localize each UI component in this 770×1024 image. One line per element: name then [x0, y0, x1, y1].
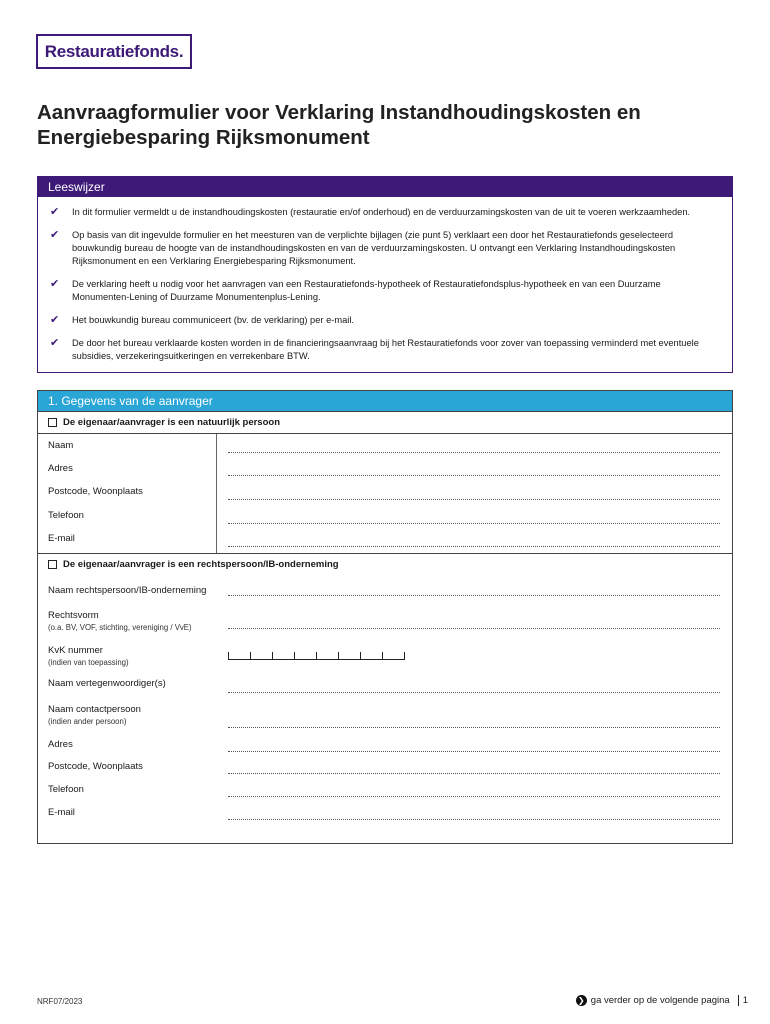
- rechtsvorm-input-line[interactable]: [228, 628, 720, 629]
- checkmark-icon: ✔: [50, 337, 60, 349]
- email-input-line[interactable]: [228, 546, 720, 547]
- contactpersoon-input-line[interactable]: [228, 727, 720, 728]
- checkmark-icon: ✔: [50, 229, 60, 241]
- arrow-right-icon: ❯: [576, 995, 587, 1006]
- kvk-number-boxes[interactable]: [228, 652, 405, 660]
- reading-guide-box: [37, 176, 733, 373]
- reading-guide-list: [38, 197, 732, 363]
- email-2-input-line[interactable]: [228, 819, 720, 820]
- checkmark-icon: ✔: [50, 314, 60, 326]
- natural-person-fields: Naam Adres Postcode, Woonplaats Telefoon E-mail: [38, 433, 732, 553]
- form-code: NRF07/2023: [37, 997, 83, 1006]
- checkmark-icon: ✔: [50, 278, 60, 290]
- section-applicant: [37, 390, 733, 844]
- legal-person-checkbox[interactable]: [48, 560, 57, 569]
- section-applicant-heading: 1. Gegevens van de aanvrager: [38, 391, 732, 411]
- continue-next-page: ❯ ga verder op de volgende pagina 1: [576, 995, 748, 1006]
- column-divider: [216, 434, 217, 553]
- page-title: Aanvraagformulier voor Verklaring Instandhoudingskosten en Energiebesparing Rijksmonument: [37, 101, 641, 149]
- list-item: ✔ Op basis van dit ingevulde formulier en het meesturen van de verplichte bijlagen (zie punt 5) verklaart een door het Restauratiefonds geselecteerd bouwkundig bureau de hoogte van de instandhoudingskosten en van de verduurzamingskosten. U ontvangt een Verklaring Instandhoudingskosten Rijksmonument en een Verklaring Energiebesparing Rijksmonument.: [50, 229, 676, 266]
- list-item: ✔ Het bouwkundig bureau communiceert (bv. de verklaring) per e-mail.: [50, 314, 354, 326]
- telefoon-2-input-line[interactable]: [228, 796, 720, 797]
- reading-guide-heading: Leeswijzer: [38, 177, 732, 197]
- adres-2-input-line[interactable]: [228, 751, 720, 752]
- legal-person-fields: Naam rechtspersoon/IB-onderneming Rechtsvorm (o.a. BV, VOF, stichting, vereniging / VvE) KvK nummer (indien van toepassing) Naam vertegenwoordiger(s) Naam contactpersoon (indien ander persoon) Adres Postcode, Woonplaats Telefoon E-mail: [38, 575, 732, 841]
- natural-person-option[interactable]: De eigenaar/aanvrager is een natuurlijk persoon: [38, 411, 732, 433]
- restauratiefonds-logo: Restauratiefonds.: [36, 34, 192, 69]
- postcode-input-line[interactable]: [228, 499, 720, 500]
- vertegenwoordiger-input-line[interactable]: [228, 692, 720, 693]
- naam-input-line[interactable]: [228, 452, 720, 453]
- list-item: ✔ De door het bureau verklaarde kosten worden in de financieringsaanvraag bij het Restauratiefonds voor zover van toepassing verminderd met eventuele subsidies, verzekeringsuitkeringen en verrekenbare BTW.: [50, 337, 699, 361]
- natural-person-checkbox[interactable]: [48, 418, 57, 427]
- list-item: ✔ In dit formulier vermeldt u de instandhoudingskosten (restauratie en/of onderhoud) en de verduurzamingskosten van de uit te voeren werkzaamheden.: [50, 206, 691, 218]
- page-number: 1: [738, 995, 748, 1006]
- naam-rechtspersoon-input-line[interactable]: [228, 595, 720, 596]
- checkmark-icon: ✔: [50, 206, 60, 218]
- legal-person-option[interactable]: De eigenaar/aanvrager is een rechtspersoon/IB-onderneming: [38, 553, 732, 575]
- postcode-2-input-line[interactable]: [228, 773, 720, 774]
- telefoon-input-line[interactable]: [228, 523, 720, 524]
- list-item: ✔ De verklaring heeft u nodig voor het aanvragen van een Restauratiefonds-hypotheek of Restauratiefondsplus-hypotheek en van een Duurzame Monumenten-Lening of Duurzame Monumentenplus-Lening.: [50, 278, 661, 302]
- adres-input-line[interactable]: [228, 475, 720, 476]
